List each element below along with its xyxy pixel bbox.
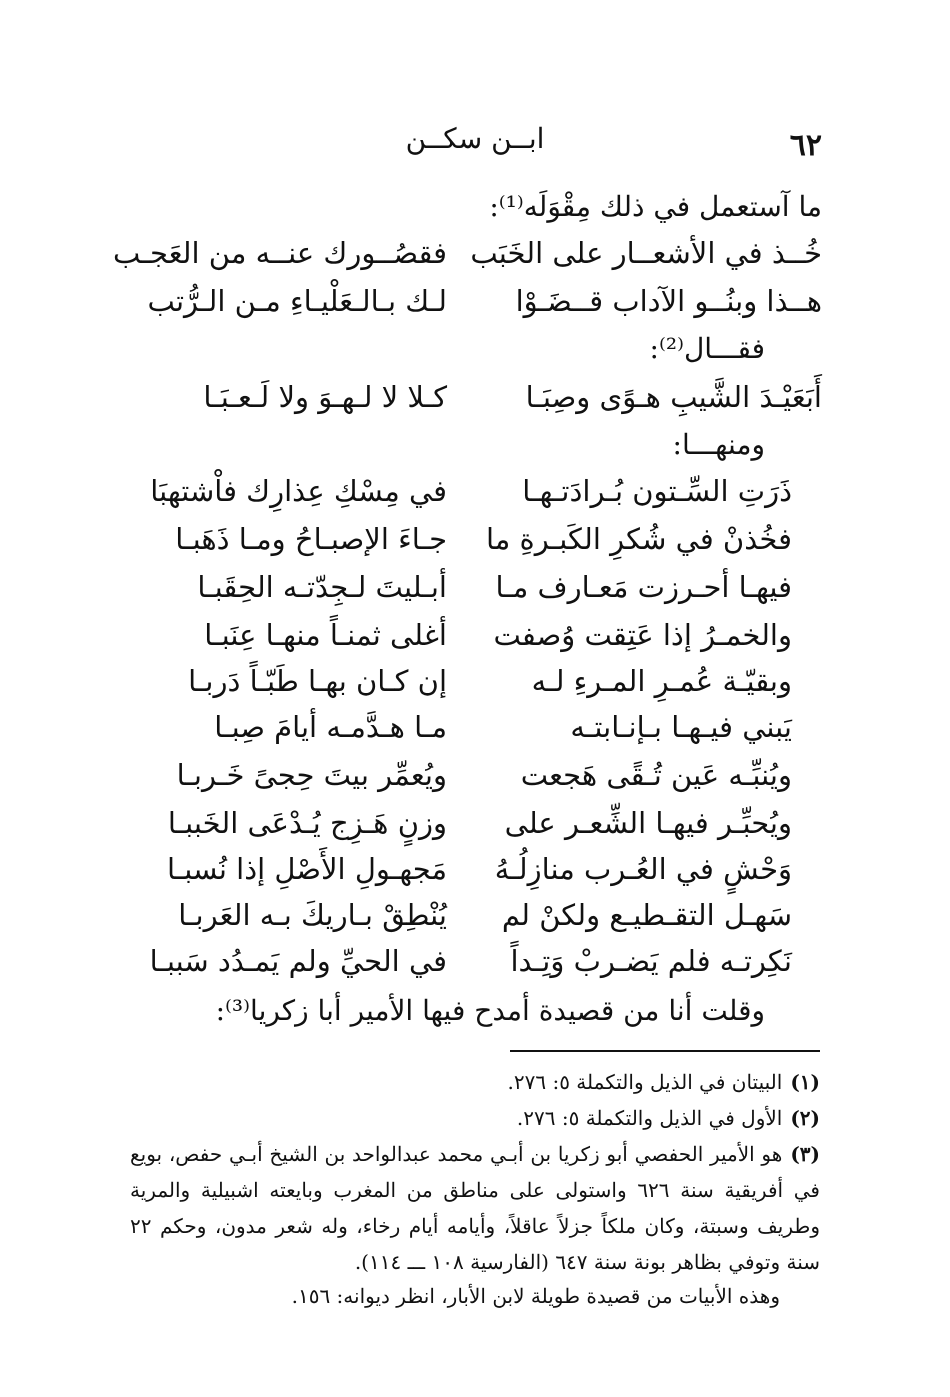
verse-second-hemistich: كـلا لا لـهـوَ ولا لَـعـبَـا (203, 380, 447, 414)
footnote-2 (130, 1100, 820, 1136)
verse-first-hemistich: فخُذنْ في شُكرِ الكَبـرةِ ما (485, 522, 792, 556)
poem-verse (113, 236, 822, 276)
intro-line: ما آستعمل في ذلك مِقْوَلَه⁽¹⁾: (489, 190, 822, 223)
footnote-1 (130, 1064, 820, 1100)
footnote-number: (١) (790, 1070, 820, 1094)
verse-second-hemistich: إن كـان بهـا طَبّـاً دَربـا (188, 664, 447, 698)
verse-second-hemistich: في مِسْكِ عِذارِك فاْشتهبَا (150, 474, 447, 508)
verse-second-hemistich: أبـليتَ لـجِدّتـه الحِقَبـا (197, 570, 447, 604)
verse-second-hemistich: لـك بـالـعَلْيـاءِ مـن الـرُّتب (147, 284, 447, 318)
verse-first-hemistich: والخمـرُ إذا عَتِقت وُصفت (493, 618, 792, 652)
footnote-number: (٣) (790, 1142, 820, 1166)
verse-first-hemistich: يَبني فيـهـا بـإنـابتـه (570, 710, 792, 744)
verse-first-hemistich: نَكِرتـه فلم يَضـربْ وَتِـداً (510, 944, 792, 978)
verse-second-hemistich: جـاءَ الإصبـاحُ ومـا ذَهَبـا (175, 522, 447, 556)
poem-verse (122, 806, 822, 846)
verse-second-hemistich: وزنٍ هَـزِج يُـدْعَى الخَببـا (167, 806, 447, 840)
footnote-text: الأول في الذيل والتكملة ٥: ٢٧٦. (516, 1106, 783, 1130)
poem-verse (122, 758, 822, 798)
verse-second-hemistich: فقصُــورك عنــه من العَجـب (113, 236, 447, 270)
verse-first-hemistich: أَبَعَيْـدَ الشَّيبِ هـوًى وصِبَـا (525, 380, 822, 414)
verse-first-hemistich: فيهـا أحـرزت مَعـارف مـا (495, 570, 792, 604)
poem-verse (122, 522, 822, 562)
poem-verse (122, 710, 822, 750)
verse-second-hemistich: مـا هـدَّمـه أيامَ صِبـا (214, 710, 447, 744)
verse-second-hemistich: يُنْطِقْ بـاريكَ بـه العَربـا (178, 898, 447, 932)
from-it-line: ومنهـــا: (672, 428, 765, 461)
verse-second-hemistich: ويُعمِّر بيتَ حِجىً خَـربـا (176, 758, 447, 792)
closing-line: وقلت أنا من قصيدة أمدح فيها الأمير أبا زكريا⁽³⁾: (215, 994, 765, 1027)
verse-first-hemistich: ويُحبِّـر فيهـا الشِّعـر على (504, 806, 792, 840)
footnote-3 (130, 1136, 820, 1280)
verse-first-hemistich: ذَرَتِ السِّـتون بُـرادَتـهـا (522, 474, 792, 508)
poem-verse (122, 852, 822, 892)
poem-verse (122, 618, 822, 658)
running-title: ابــن سكــن (405, 122, 545, 155)
footnote-3-continuation: وهذه الأبيات من قصيدة طويلة لابن الأبار، انظر ديوانه: ١٥٦. (291, 1284, 780, 1308)
footnote-text: البيتان في الذيل والتكملة ٥: ٢٧٦. (507, 1070, 783, 1094)
verse-second-hemistich: أغلى ثمنـاً منهـا عِنَبـا (204, 618, 447, 652)
footnote-separator (510, 1050, 820, 1052)
verse-first-hemistich: سَهـل التقـطيـع ولكنْ لم (501, 898, 792, 932)
poem-verse (122, 944, 822, 984)
page-number: ٦٢ (789, 128, 822, 163)
poem-verse (122, 898, 822, 938)
poem-verse (122, 284, 822, 324)
footnote-text: هو الأمير الحفصي أبو زكريا بن أبـي محمد عبدالواحد بن الشيخ أبـي حفص، بويع في أفريقية سنة ٦٢٦ واستولى على مناطق من المغرب وبايعته اشبيلية والمرية وطريف وسبتة، وكان ملكاً جزلاً عاقلاً، وأيامه أيام رخاء، وله شعر مدون، وحكم ٢٢ سنة وتوفي بظاهر بونة سنة ٦٤٧ (الفارسية ١٠٨ ـــ ١١٤). (130, 1142, 820, 1274)
verse-first-hemistich: وَحْشٍ في العُـرب منازِلُـهُ (494, 852, 792, 886)
verse-first-hemistich: ويُنبِّـه عَين تُـقًى هَجعت (520, 758, 792, 792)
verse-first-hemistich: خُــذ في الأشعــار على الخَبَب (470, 236, 822, 270)
footnote-number: (٢) (790, 1106, 820, 1130)
verse-first-hemistich: وبقيّـة عُمـرِ المـرءِ لـه (531, 664, 792, 698)
poem-verse (122, 570, 822, 610)
poem-verse (122, 474, 822, 514)
poem-verse (122, 380, 822, 420)
verse-second-hemistich: مَجهـولِ الأَصْلِ إذا نُسبـا (166, 852, 447, 886)
verse-second-hemistich: في الحيِّ ولم يَمـدُد سَببـا (149, 944, 447, 978)
poem-verse (122, 664, 822, 704)
said-line: فقـــال⁽²⁾: (649, 332, 765, 365)
verse-first-hemistich: هــذا وبنُــو الآداب قــضَـوْا (515, 284, 822, 318)
